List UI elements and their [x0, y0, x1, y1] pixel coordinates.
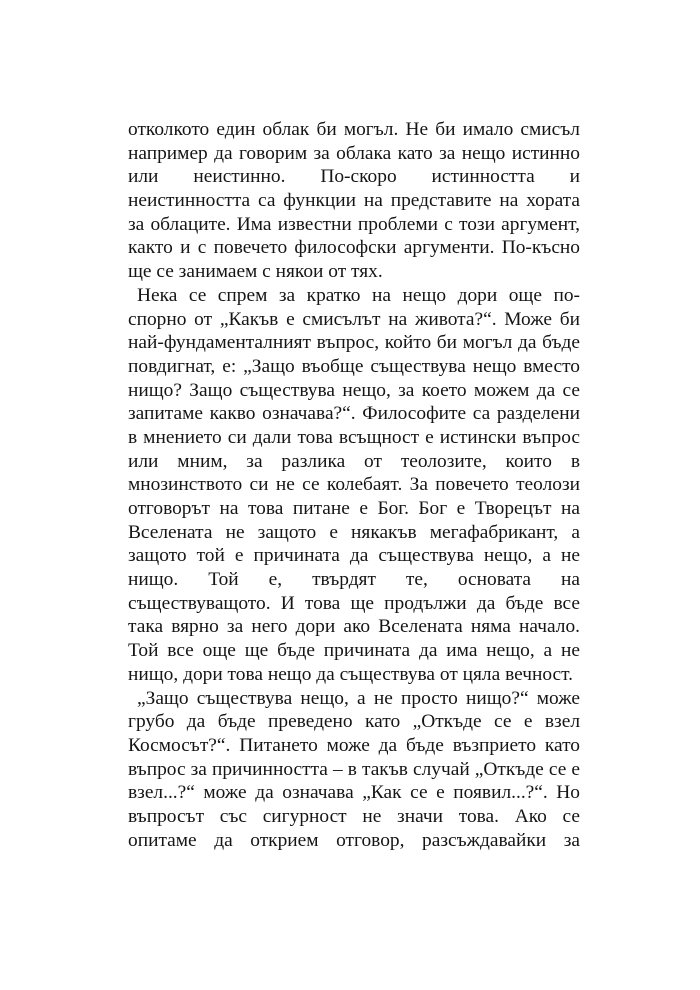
- text-line: както и с повечето философски аргументи. По-късно: [128, 237, 580, 259]
- text-line: или мним, за разлика от теолозите, които в: [128, 450, 580, 472]
- text-line: отговорът на това питане е Бог. Бог е Творецът на: [128, 498, 580, 519]
- text-line: нищо. Той е, твърдят те, основата на: [128, 569, 580, 591]
- text-line: Нека се спрем за кратко на нещо дори още по-: [137, 284, 580, 306]
- text-line: Космосът?“. Питането може да бъде възприето като: [128, 734, 580, 756]
- text-line: Той все още ще бъде причината да има нещо, а не: [128, 640, 580, 662]
- text-line: или неистинно. По-скоро истинността и: [128, 166, 580, 188]
- paragraph: [128, 687, 580, 853]
- text-line: мнозинството си не се колебаят. За повечето теолози: [128, 474, 580, 496]
- text-line: ще се занимаем с някои от тях.: [128, 261, 383, 283]
- text-line: спорно от „Какъв е смисълът на живота?“. Може би: [128, 308, 580, 330]
- paragraph: [128, 118, 580, 284]
- text-line: „Защо съществува нещо, а не просто нищо?“ може: [137, 687, 580, 709]
- text-line: грубо да бъде преведено като „Откъде се е взел: [128, 711, 580, 733]
- text-line: за облаците. Има известни проблеми с този аргумент,: [128, 213, 580, 235]
- text-line: повдигнат, е: „Защо въобще съществува нещо вместо: [128, 355, 580, 377]
- text-line: нищо, дори това нещо да съществува от цяла вечност.: [128, 663, 574, 685]
- text-line: съществуващото. И това ще продължи да бъде все: [128, 592, 580, 614]
- text-line: Вселената не защото е някакъв мегафабрикант, а: [128, 521, 580, 543]
- text-line: въпросът със сигурност не значи това. Ако се: [128, 805, 580, 827]
- text-line: отколкото един облак би могъл. Не би имало смисъл: [128, 119, 580, 140]
- body-text: [128, 118, 580, 852]
- text-line: в мнението си дали това всъщност е истински въпрос: [128, 426, 580, 448]
- text-line: опитаме да открием отговор, разсъждавайки за: [128, 829, 580, 851]
- text-line: нищо? Защо съществува нещо, за което можем да се: [128, 379, 580, 401]
- text-line: въпрос за причинността – в такъв случай „Откъде се е: [128, 758, 580, 780]
- text-line: така вярно за него дори ако Вселената няма начало.: [128, 616, 580, 638]
- text-line: неистинността са функции на представите на хората: [128, 190, 580, 212]
- paragraph: [128, 284, 580, 687]
- text-line: запитаме какво означава?“. Философите са разделени: [128, 403, 580, 425]
- text-line: взел...?“ може да означава „Как се е появил...?“. Но: [128, 782, 580, 804]
- text-line: защото той е причината да съществува нещо, а не: [128, 545, 580, 567]
- text-line: най-фундаменталният въпрос, който би могъл да бъде: [128, 332, 580, 354]
- text-line: например да говорим за облака като за нещо истинно: [128, 142, 580, 164]
